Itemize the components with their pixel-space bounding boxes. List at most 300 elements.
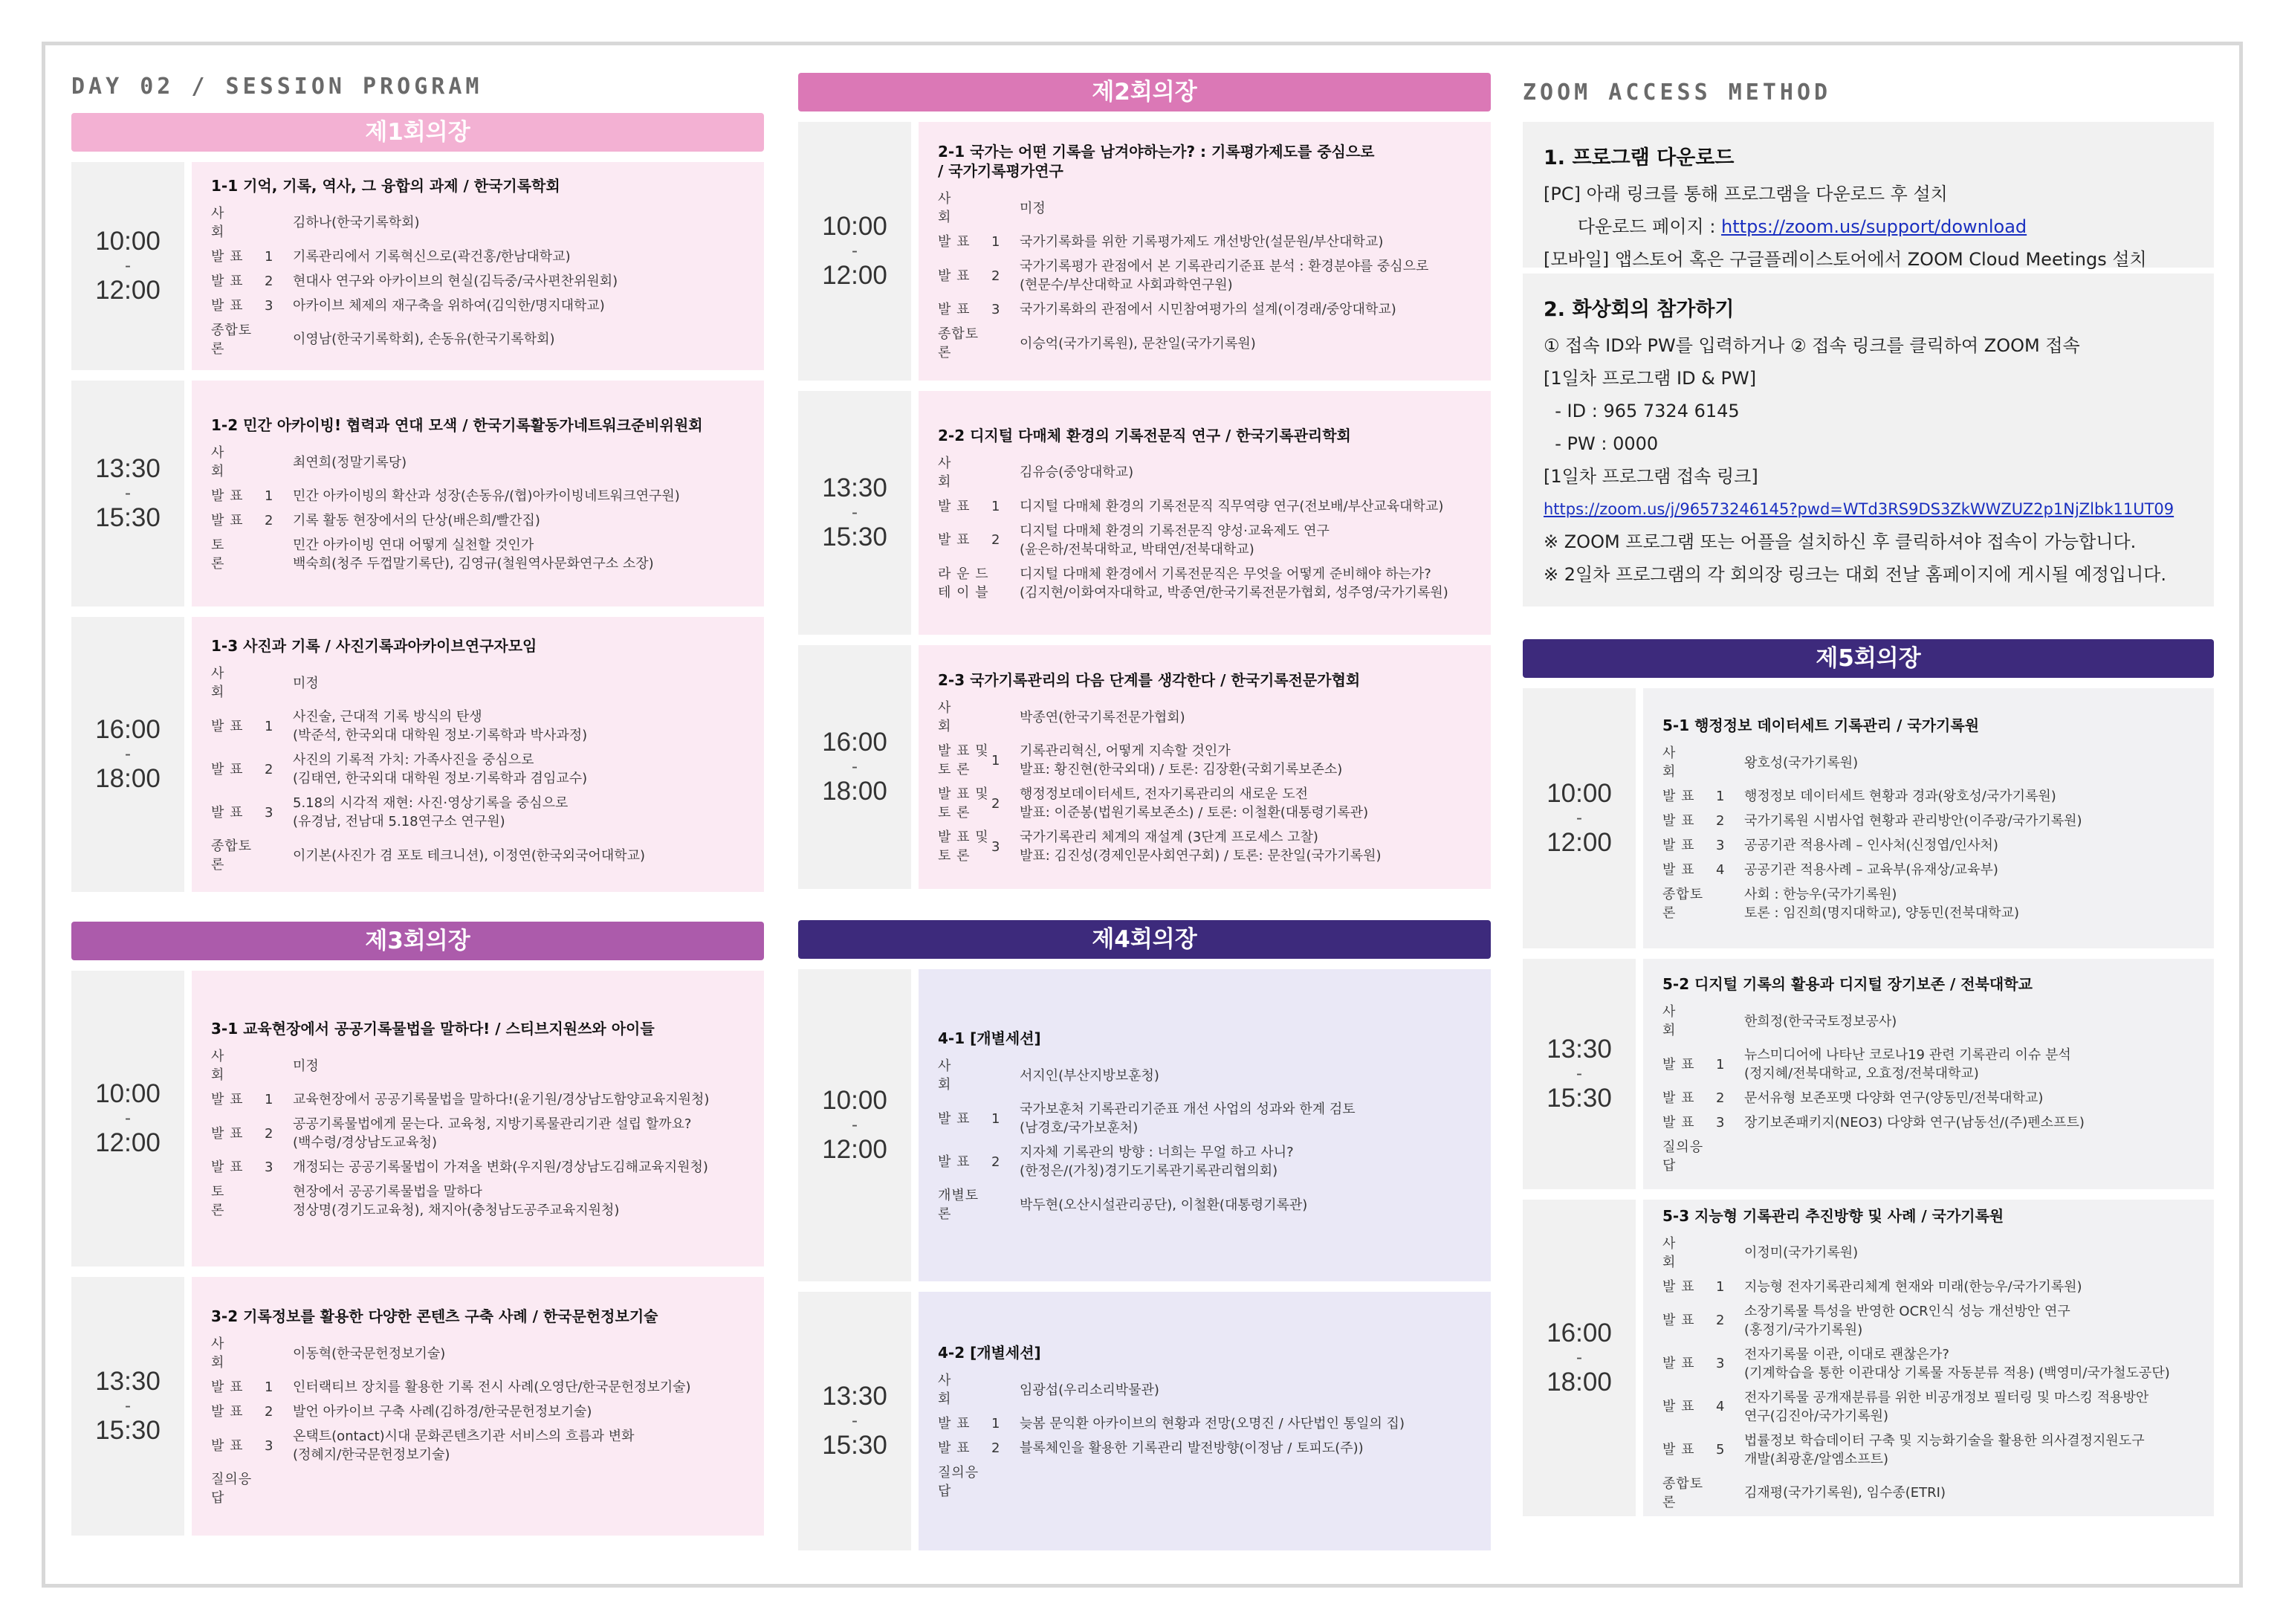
- row-role: 발 표: [1662, 1356, 1695, 1371]
- program-row: [1662, 812, 2201, 830]
- program-row: [211, 751, 751, 788]
- row-role: 질의응답: [1662, 1139, 1704, 1174]
- row-number: 1: [991, 752, 1000, 769]
- session-time: [798, 1292, 911, 1550]
- row-number: 3: [265, 297, 273, 314]
- row-content: 국가기록평가 관점에서 본 기록관리기준표 분석 : 환경분야를 중심으로 (현문수/부산대학교 사회과학연구원): [1020, 259, 1429, 293]
- row-content: 김하나(한국기록학회): [293, 215, 420, 230]
- row-role: 토 론: [211, 537, 253, 572]
- program-row: [1662, 1431, 2201, 1469]
- zoom-download-link[interactable]: https://zoom.us/support/download: [1721, 216, 2027, 237]
- zoom-join-heading: 2. 화상회의 참가하기: [1544, 298, 1735, 321]
- row-role: 발 표: [938, 1110, 971, 1127]
- row-number: 2: [1716, 1313, 1725, 1328]
- session-details: [919, 645, 1491, 889]
- session-2-3: [798, 645, 1491, 889]
- session-title: 3-2 기록정보를 활용한 다양한 콘텐츠 구축 사례 / 한국문헌정보기술: [211, 1307, 658, 1325]
- zoom-pw: - PW : 0000: [1544, 433, 1659, 454]
- time-start: 10:00: [822, 1086, 887, 1115]
- row-content: 소장기록물 특성을 반영한 OCR인식 성능 개선방안 연구 (홍정기/국가기록원): [1744, 1303, 2070, 1338]
- row-role: 발 표: [1662, 1442, 1695, 1458]
- program-row: [938, 699, 1477, 736]
- row-number: 2: [265, 1404, 273, 1420]
- row-role: 발 표: [211, 488, 244, 504]
- row-role: 발 표: [211, 273, 244, 289]
- row-number: 1: [265, 1379, 273, 1395]
- program-row: [938, 1439, 1477, 1458]
- row-role: 발 표: [211, 1092, 244, 1107]
- session-5-3: [1523, 1200, 2214, 1516]
- time-end: 18:00: [95, 764, 161, 793]
- program-row: [211, 487, 751, 505]
- row-role: 발 표: [938, 1154, 971, 1170]
- program-row: [938, 565, 1477, 602]
- row-role: 사 회: [211, 666, 253, 700]
- session-time: [71, 617, 184, 892]
- session-title: 5-1 행정정보 데이터세트 기록관리 / 국가기록원: [1662, 716, 1980, 734]
- row-content: 사진의 기록적 가치: 가족사진을 중심으로 (김태연, 한국외대 대학원 정보·기록학과 겸임교수): [293, 752, 588, 786]
- session-time: [71, 162, 184, 370]
- row-content: 디지털 다매체 환경의 기록전문직 양성·교육제도 연구 (윤은하/전북대학교, 박태연/전북대학교): [1020, 523, 1330, 557]
- row-content: 이승억(국가기록원), 문찬일(국가기록원): [1020, 335, 1256, 352]
- program-row: [211, 1470, 751, 1507]
- program-row: [938, 233, 1477, 251]
- row-content: 기록 활동 현장에서의 단상(배은희/빨간집): [293, 513, 540, 528]
- row-number: 3: [1716, 1356, 1725, 1371]
- row-content: 행정정보 데이터세트 현황과 경과(왕호성/국가기록원): [1744, 789, 2056, 804]
- session-details: [192, 617, 764, 892]
- program-row: [938, 1186, 1477, 1223]
- zoom-id: - ID : 965 7324 6145: [1544, 401, 1740, 421]
- time-start: 16:00: [822, 728, 887, 757]
- row-content: 전자기록물 공개재분류를 위한 비공개정보 필터링 및 마스킹 적용방안 연구(김진아/국가기록원): [1744, 1389, 2149, 1424]
- row-number: 1: [991, 1110, 1000, 1127]
- row-role: 발 표: [938, 234, 971, 250]
- time-start: 10:00: [95, 227, 161, 256]
- time-end: 18:00: [822, 777, 887, 806]
- row-number: 2: [265, 1125, 273, 1142]
- time-end: 15:30: [822, 1431, 887, 1460]
- time-start: 10:00: [822, 212, 887, 241]
- program-row: [938, 257, 1477, 294]
- time-end: 12:00: [822, 1135, 887, 1164]
- time-end: 12:00: [822, 261, 887, 290]
- row-number: 2: [265, 761, 273, 777]
- time-start: 13:30: [822, 473, 887, 502]
- column-hall-2-4: [798, 73, 1491, 1550]
- row-content: 법률정보 학습데이터 구축 및 지능화기술을 활용한 의사결정지원도구 개발(최광훈/알엠소프트): [1744, 1432, 2145, 1467]
- time-end: 15:30: [1547, 1084, 1612, 1113]
- column-hall-1-3: [71, 67, 764, 1536]
- row-content: 아카이브 체제의 재구축을 위하여(김익한/명지대학교): [293, 297, 605, 314]
- program-row: [211, 272, 751, 291]
- zoom-pc-text: [PC] 아래 링크를 통해 프로그램을 다운로드 후 설치: [1544, 184, 1948, 204]
- row-number: 2: [991, 268, 1000, 284]
- row-role: 사 회: [938, 455, 980, 490]
- session-title: 4-1 [개별세션]: [938, 1029, 1041, 1047]
- row-content: 국가기록관리 체계의 재설계 (3단계 프로세스 고찰) 발표: 김진성(경제인문사회연구회) / 토론: 문찬일(국가기록원): [1020, 829, 1382, 864]
- session-3-2: [71, 1277, 764, 1536]
- row-content: 5.18의 시각적 재현: 사진·영상기록을 중심으로 (유경남, 전남대 5.18연구소 연구원): [293, 795, 569, 829]
- row-number: 3: [265, 1159, 273, 1175]
- hall-3-header: 제3회의장: [71, 922, 764, 960]
- session-details: [1643, 688, 2214, 948]
- session-2-2: [798, 391, 1491, 635]
- row-content: 장기보존패키지(NEO3) 다양화 연구(남동선/(주)펜소프트): [1744, 1115, 2085, 1130]
- page-title: DAY 02 / SESSION PROGRAM: [71, 74, 483, 100]
- program-row: [1662, 1278, 2201, 1296]
- row-role: 발 표 및 토 론: [938, 829, 989, 864]
- session-time: [798, 645, 911, 889]
- time-end: 15:30: [95, 1416, 161, 1445]
- session-time: [71, 971, 184, 1266]
- program-row: [938, 190, 1477, 227]
- row-role: 발 표: [1662, 1313, 1695, 1328]
- time-start: 10:00: [1547, 779, 1612, 808]
- program-row: [938, 1414, 1477, 1433]
- row-role: 발 표 및 토 론: [938, 743, 989, 777]
- row-content: 이영남(한국기록학회), 손동유(한국기록학회): [293, 331, 555, 347]
- row-content: 교육현장에서 공공기록물법을 말하다!(윤기원/경상남도함양교육지원청): [293, 1092, 710, 1107]
- session-title: 1-2 민간 아카이빙! 협력과 연대 모색 / 한국기록활동가네트워크준비위원회: [211, 416, 703, 434]
- row-number: 1: [265, 248, 273, 265]
- time-dash: -: [125, 1108, 131, 1128]
- program-row: [1662, 1475, 2201, 1512]
- session-4-2: [798, 1292, 1491, 1550]
- time-dash: -: [852, 241, 858, 261]
- time-end: 15:30: [95, 503, 161, 532]
- session-details: [1643, 959, 2214, 1189]
- session-details: [919, 969, 1491, 1281]
- session-details: [192, 381, 764, 606]
- row-role: 발 표: [1662, 789, 1695, 804]
- row-number: 1: [991, 1416, 1000, 1431]
- zoom-download-label: 다운로드 페이지 :: [1544, 216, 1722, 237]
- row-role: 사 회: [1662, 745, 1705, 780]
- program-row: [211, 444, 751, 481]
- session-1-3: [71, 617, 764, 892]
- row-content: 디지털 다매체 환경의 기록전문직 직무역량 연구(전보배/부산교육대학교): [1020, 498, 1444, 514]
- time-end: 15:30: [822, 523, 887, 551]
- session-time: [798, 969, 911, 1281]
- program-row: [1662, 836, 2201, 855]
- row-role: 발 표: [211, 1125, 244, 1142]
- zoom-download-box: [1523, 122, 2214, 268]
- row-content: 김유승(중앙대학교): [1020, 465, 1134, 480]
- row-number: 3: [265, 1437, 273, 1454]
- row-role: 발 표: [211, 1404, 244, 1420]
- row-content: 최연희(정말기록당): [293, 454, 407, 470]
- row-role: 사 회: [211, 205, 253, 240]
- row-number: 2: [991, 1154, 1000, 1170]
- row-role: 종합토론: [211, 322, 253, 357]
- row-number: 3: [1716, 838, 1725, 853]
- session-1-2: [71, 381, 764, 606]
- session-details: [1643, 1200, 2214, 1516]
- program-row: [211, 248, 751, 266]
- row-content: 행정정보데이터세트, 전자기록관리의 새로운 도전 발표: 이준봉(법원기록보존소) / 토론: 이철환(대통령기록관): [1020, 786, 1369, 821]
- program-row: [938, 325, 1477, 362]
- program-row: [211, 297, 751, 315]
- program-row: [211, 1335, 751, 1372]
- time-dash: -: [125, 483, 131, 503]
- session-details: [192, 162, 764, 370]
- row-content: 늦봄 문익환 아카이브의 현황과 전망(오명진 / 사단법인 통일의 집): [1020, 1416, 1405, 1431]
- session-time: [798, 391, 911, 635]
- row-role: 사 회: [211, 1336, 253, 1371]
- row-content: 기록관리에서 기록혁신으로(곽건홍/한남대학교): [293, 248, 571, 265]
- row-role: 사 회: [1662, 1004, 1705, 1038]
- session-title: 1-3 사진과 기록 / 사진기록과아카이브연구자모임: [211, 637, 537, 655]
- row-content: 미정: [1020, 200, 1046, 216]
- zoom-meeting-link[interactable]: https://zoom.us/j/96573246145?pwd=WTd3RS9DS3ZkWWZUZ2p1NjZlbk11UT09: [1544, 500, 2174, 518]
- row-content: 블록체인을 활용한 기록관리 발전방향(이정남 / 토피도(주)): [1020, 1440, 1364, 1456]
- row-number: 4: [1716, 862, 1725, 878]
- zoom-note-2: ※ 2일차 프로그램의 각 회의장 링크는 대회 전날 홈페이지에 게시될 예정입니다.: [1544, 564, 2166, 585]
- row-content: 기록관리혁신, 어떻게 지속할 것인가 발표: 황진현(한국외대) / 토론: 김장환(국회기록보존소): [1020, 743, 1343, 777]
- row-number: 5: [1716, 1442, 1725, 1458]
- session-details: [919, 122, 1491, 381]
- time-dash: -: [125, 744, 131, 764]
- session-title: 5-2 디지털 기록의 활용과 디지털 장기보존 / 전북대학교: [1662, 975, 2033, 993]
- row-role: 발 표: [1662, 813, 1695, 829]
- session-3-1: [71, 971, 764, 1266]
- session-time: [1523, 688, 1636, 948]
- session-title: 5-3 지능형 기록관리 추진방향 및 사례 / 국가기록원: [1662, 1206, 2004, 1225]
- program-row: [1662, 1003, 2201, 1040]
- session-details: [192, 1277, 764, 1536]
- time-start: 13:30: [1547, 1035, 1612, 1064]
- zoom-join-method: ① 접속 ID와 PW를 입력하거나 ② 접속 링크를 클릭하여 ZOOM 접속: [1544, 335, 2080, 356]
- session-time: [71, 1277, 184, 1536]
- session-details: [192, 971, 764, 1266]
- program-row: [211, 1427, 751, 1464]
- row-content: 사진술, 근대적 기록 방식의 탄생 (박준석, 한국외대 대학원 정보·기록학과 박사과정): [293, 709, 588, 743]
- time-start: 13:30: [822, 1382, 887, 1411]
- program-row: [1662, 1089, 2201, 1107]
- row-number: 2: [1716, 1090, 1725, 1106]
- program-row: [1662, 744, 2201, 781]
- row-content: 이기본(사진가 겸 포토 테크니션), 이정연(한국외국어대학교): [293, 847, 646, 864]
- row-content: 서지인(부산지방보훈청): [1020, 1067, 1159, 1084]
- row-number: 1: [991, 498, 1000, 514]
- program-row: [211, 794, 751, 831]
- program-row: [211, 664, 751, 702]
- row-role: 발 표: [211, 718, 244, 734]
- row-content: 문서유형 보존포맷 다양화 연구(양동민/전북대학교): [1744, 1090, 2044, 1106]
- row-content: 뉴스미디어에 나타난 코로나19 관련 기록관리 이슈 분석 (정지혜/전북대학교, 오효정/전북대학교): [1744, 1047, 2071, 1081]
- row-role: 발 표: [211, 1437, 244, 1454]
- zoom-mobile-text: [모바일] 앱스토어 혹은 구글플레이스토어에서 ZOOM Cloud Meetings 설치: [1544, 249, 2147, 270]
- program-row: [1662, 1388, 2201, 1426]
- row-content: 이정미(국가기록원): [1744, 1245, 1859, 1261]
- row-content: 발언 아카이브 구축 사례(김하경/한국문헌정보기술): [293, 1404, 592, 1420]
- program-row: [211, 1047, 751, 1084]
- time-start: 16:00: [1547, 1319, 1612, 1348]
- row-number: 2: [991, 795, 1000, 812]
- row-content: 현장에서 공공기록물법을 말하다 정상명(경기도교육청), 채지아(충청남도공주교육지원청): [293, 1184, 620, 1218]
- row-content: 한희정(한국국토정보공사): [1744, 1013, 1897, 1029]
- time-dash: -: [1576, 808, 1582, 828]
- row-role: 발 표: [211, 1159, 244, 1175]
- row-role: 발 표: [938, 302, 971, 317]
- row-role: 발 표: [211, 513, 244, 528]
- row-content: 김재평(국가기록원), 임수종(ETRI): [1744, 1485, 1946, 1501]
- row-role: 발 표: [938, 498, 971, 514]
- row-number: 3: [991, 838, 1000, 855]
- program-row: [1662, 885, 2201, 922]
- row-role: 사 회: [211, 1049, 253, 1083]
- row-role: 사 회: [1662, 1235, 1705, 1270]
- session-5-2: [1523, 959, 2214, 1189]
- row-role: 발 표: [211, 761, 244, 777]
- row-role: 발 표: [1662, 838, 1695, 853]
- session-time: [1523, 1200, 1636, 1516]
- row-number: 2: [991, 1440, 1000, 1456]
- program-row: [211, 511, 751, 530]
- row-role: 질의응답: [938, 1465, 979, 1499]
- row-role: 사 회: [938, 191, 980, 225]
- row-number: 1: [1716, 1278, 1725, 1295]
- row-number: 2: [1716, 813, 1725, 829]
- row-role: 발 표: [211, 1379, 244, 1395]
- session-1-1: [71, 162, 764, 370]
- session-time: [798, 122, 911, 381]
- row-role: 발 표: [211, 804, 244, 821]
- program-row: [211, 204, 751, 242]
- time-end: 12:00: [95, 276, 161, 305]
- row-content: 이동혁(한국문헌정보기술): [293, 1345, 446, 1362]
- zoom-note-1: ※ ZOOM 프로그램 또는 어플을 설치하신 후 클릭하셔야 접속이 가능합니다.: [1544, 531, 2137, 552]
- row-number: 4: [1716, 1399, 1725, 1414]
- program-row: [938, 1463, 1477, 1501]
- row-role: 발 표: [938, 268, 971, 284]
- program-row: [1662, 787, 2201, 806]
- session-title: 2-2 디지털 다매체 환경의 기록전문직 연구 / 한국기록관리학회: [938, 426, 1351, 444]
- row-content: 개정되는 공공기록물법이 가져올 변화(우지원/경상남도김해교육지원청): [293, 1159, 708, 1175]
- row-content: 공공기관 적용사례 – 인사처(신정엽/인사처): [1744, 838, 1998, 853]
- program-row: [938, 742, 1477, 779]
- row-role: 사 회: [938, 700, 980, 734]
- row-number: 1: [991, 234, 1000, 250]
- row-role: 종합토론: [211, 838, 253, 873]
- time-dash: -: [125, 256, 131, 276]
- row-role: 발 표: [938, 1416, 971, 1431]
- session-time: [1523, 959, 1636, 1189]
- program-row: [211, 1403, 751, 1421]
- time-end: 12:00: [1547, 828, 1612, 857]
- program-row: [1662, 861, 2201, 879]
- row-number: 1: [265, 488, 273, 504]
- row-number: 3: [265, 804, 273, 821]
- time-dash: -: [1576, 1348, 1582, 1368]
- row-content: 미정: [293, 1058, 319, 1074]
- row-role: 종합토론: [1662, 1475, 1704, 1510]
- session-details: [919, 1292, 1491, 1550]
- zoom-join-box: [1523, 274, 2214, 606]
- row-role: 사 회: [211, 445, 253, 479]
- column-zoom-hall-5: [1523, 67, 2214, 1516]
- time-start: 13:30: [95, 454, 161, 483]
- time-dash: -: [852, 1115, 858, 1135]
- program-row: [211, 837, 751, 874]
- row-number: 3: [1716, 1115, 1725, 1130]
- row-role: 발 표: [211, 297, 244, 314]
- row-content: 인터랙티브 장치를 활용한 기록 전시 사례(오영단/한국문헌정보기술): [293, 1379, 691, 1395]
- row-role: 발 표: [1662, 1399, 1695, 1414]
- row-number: 1: [1716, 1056, 1725, 1073]
- session-title: 4-2 [개별세션]: [938, 1344, 1041, 1362]
- time-start: 10:00: [95, 1079, 161, 1108]
- program-row: [1662, 1113, 2201, 1132]
- row-content: 민간 아카이빙의 확산과 성장(손동유/(협)아카이빙네트워크연구원): [293, 488, 680, 504]
- program-row: [938, 1143, 1477, 1180]
- program-row: [211, 321, 751, 358]
- row-number: 1: [265, 718, 273, 734]
- program-row: [938, 785, 1477, 822]
- row-role: 발 표 및 토 론: [938, 786, 989, 821]
- row-role: 토 론: [211, 1184, 253, 1218]
- row-content: 지능형 전자기록관리체계 현재와 미래(한능우/국가기록원): [1744, 1278, 2082, 1295]
- program-row: [938, 1100, 1477, 1137]
- zoom-download-heading: 1. 프로그램 다운로드: [1544, 146, 1735, 169]
- row-role: 개별토론: [938, 1188, 979, 1222]
- row-number: 1: [265, 1092, 273, 1107]
- zoom-link-label: [1일차 프로그램 접속 링크]: [1544, 466, 1758, 487]
- session-4-1: [798, 969, 1491, 1281]
- row-number: 3: [991, 302, 1000, 317]
- program-row: [211, 1158, 751, 1177]
- program-row: [211, 1090, 751, 1109]
- row-role: 질의응답: [211, 1472, 253, 1506]
- time-start: 16:00: [95, 715, 161, 744]
- program-row: [1662, 1138, 2201, 1175]
- time-end: 12:00: [95, 1128, 161, 1157]
- time-dash: -: [852, 1411, 858, 1431]
- row-content: 공공기관 적용사례 – 교육부(유재상/교육부): [1744, 862, 1998, 878]
- program-row: [1662, 1046, 2201, 1083]
- row-content: 미정: [293, 675, 319, 691]
- program-row: [211, 708, 751, 745]
- row-role: 사 회: [938, 1058, 980, 1093]
- session-title: 1-1 기억, 기록, 역사, 그 융합의 과제 / 한국기록학회: [211, 176, 560, 195]
- program-row: [938, 497, 1477, 516]
- session-details: [919, 391, 1491, 635]
- row-role: 종합토론: [1662, 887, 1704, 921]
- time-dash: -: [852, 502, 858, 523]
- program-row: [938, 522, 1477, 559]
- program-row: [211, 1378, 751, 1397]
- program-row: [938, 1057, 1477, 1094]
- row-content: 박두현(오산시설관리공단), 이철환(대통령기록관): [1020, 1197, 1308, 1213]
- row-role: 라 운 드 테 이 블: [938, 566, 989, 601]
- row-content: 온택트(ontact)시대 문화콘텐츠기관 서비스의 흐름과 변화 (정혜지/한국문헌정보기술): [293, 1429, 635, 1463]
- row-content: 국가기록화를 위한 기록평가제도 개선방안(설문원/부산대학교): [1020, 234, 1384, 250]
- row-content: 현대사 연구와 아카이브의 현실(김득중/국사편찬위원회): [293, 273, 618, 289]
- session-time: [71, 381, 184, 606]
- time-dash: -: [125, 1396, 131, 1416]
- row-role: 발 표: [1662, 1115, 1695, 1130]
- row-role: 종합토론: [938, 326, 979, 360]
- program-row: [938, 1371, 1477, 1408]
- row-role: 발 표: [1662, 1056, 1695, 1073]
- time-dash: -: [852, 757, 858, 777]
- program-row: [211, 1183, 751, 1220]
- session-2-1: [798, 122, 1491, 381]
- time-start: 13:30: [95, 1367, 161, 1396]
- row-content: 국가기록원 시범사업 현황과 관리방안(이주광/국가기록원): [1744, 813, 2082, 829]
- session-title: 2-1 국가는 어떤 기록을 남겨야하는가? : 기록평가제도를 중심으로 / 국가기록평가연구: [938, 143, 1375, 180]
